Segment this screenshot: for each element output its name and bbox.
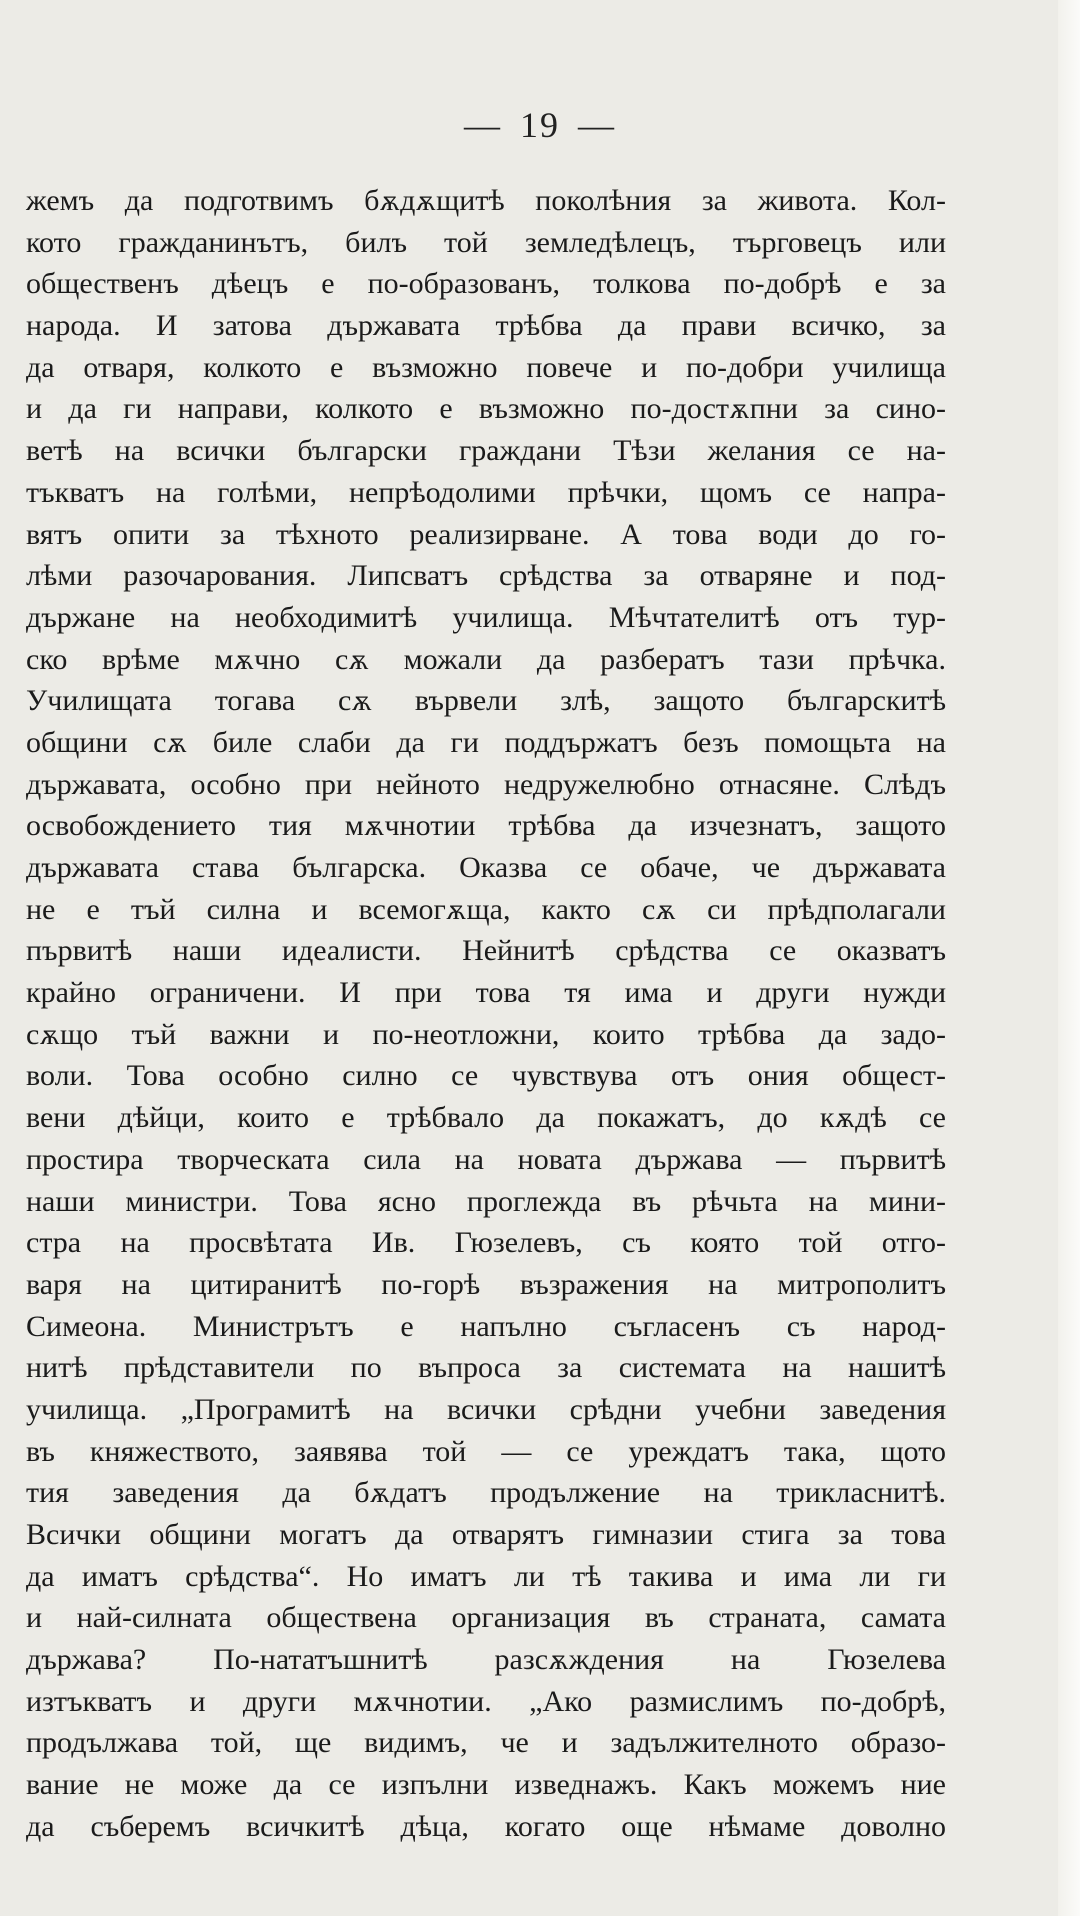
- text-line: въ княжеството, заявява той — се уреждатъ така, щото: [26, 1434, 946, 1468]
- text-line: стра на просвѣтата Ив. Гюзелевъ, съ която той отго-: [26, 1226, 946, 1260]
- text-line: да иматъ срѣдства“. Но иматъ ли тѣ такива и има ли ги: [26, 1559, 946, 1593]
- text-line: държава? По-нататъшнитѣ разсѫждения на Гюзелева: [26, 1643, 946, 1677]
- text-line: освобождението тия мѫчнотии трѣбва да изчезнатъ, защото: [26, 809, 946, 843]
- text-line: сѫщо тъй важни и по-неотложни, които трѣбва да задо-: [26, 1017, 946, 1051]
- text-line: Симеона. Министрътъ е напълно съгласенъ съ народ-: [26, 1309, 946, 1343]
- page-number: 19: [520, 105, 560, 145]
- text-line: нитѣ прѣдставители по въпроса за системата на нашитѣ: [26, 1351, 946, 1385]
- text-line: наши министри. Това ясно проглежда въ рѣчьта на мини-: [26, 1184, 946, 1218]
- text-line: продължава той, ще видимъ, че и задължителното образо-: [26, 1726, 946, 1760]
- text-line: и да ги направи, колкото е възможно по-достѫпни за сино-: [26, 392, 946, 426]
- text-line: първитѣ наши идеалисти. Нейнитѣ срѣдства се оказватъ: [26, 934, 946, 968]
- page-number-dash-left: —: [464, 105, 502, 145]
- text-line: държавата, особно при нейното недружелюбно отнасяне. Слѣдъ: [26, 767, 946, 801]
- text-line: вени дѣйци, които е трѣбвало да покажатъ, до кѫдѣ се: [26, 1101, 946, 1135]
- text-line: Всички общини могатъ да отварятъ гимназии стига за това: [26, 1518, 946, 1551]
- text-line: варя на цитиранитѣ по-горѣ възражения на митрополитъ: [26, 1267, 946, 1301]
- text-line: воли. Това особно силно се чувствува отъ ония общест-: [26, 1059, 946, 1093]
- text-line: ско врѣме мѫчно сѫ можали да разбератъ тази прѣчка.: [26, 642, 946, 676]
- text-line: държавата става българска. Оказва се обаче, че държавата: [26, 851, 946, 884]
- text-line: жемъ да подготвимъ бѫдѫщитѣ поколѣния за живота. Кол-: [26, 184, 946, 217]
- text-line: тъкватъ на голѣми, непрѣодолими прѣчки, щомъ се напра-: [26, 475, 946, 509]
- text-line: простира творческата сила на новата държава — първитѣ: [26, 1142, 946, 1176]
- text-line: народа. И затова държавата трѣбва да прави всичко, за: [26, 309, 946, 343]
- text-line: да отваря, колкото е възможно повече и по-добри училища: [26, 350, 946, 384]
- text-line: крайно ограничени. И при това тя има и други нужди: [26, 976, 946, 1010]
- text-line: училища. „Програмитѣ на всички срѣдни учебни заведения: [26, 1392, 946, 1426]
- text-line: Училищата тогава сѫ вървели злѣ, защото българскитѣ: [26, 684, 946, 718]
- page-number-header: [0, 104, 1080, 146]
- text-line: общини сѫ биле слаби да ги поддържатъ безъ помощьта на: [26, 725, 946, 759]
- page-number-dash-right: —: [578, 105, 616, 145]
- text-line: тия заведения да бѫдатъ продължение на трикласнитѣ.: [26, 1476, 946, 1510]
- text-line: и най-силната обществена организация въ страната, самата: [26, 1601, 946, 1635]
- text-line: общественъ дѣецъ е по-образованъ, толкова по-добрѣ е за: [26, 267, 946, 301]
- body-text: [26, 180, 946, 1848]
- text-line: лѣми разочарования. Липсватъ срѣдства за отваряне и под-: [26, 559, 946, 593]
- text-line: да съберемъ всичкитѣ дѣца, когато още нѣмаме доволно: [26, 1809, 946, 1843]
- text-line: изтъкватъ и други мѫчнотии. „Ако размислимъ по-добрѣ,: [26, 1684, 946, 1718]
- text-line: вятъ опити за тѣхното реализирване. А това води до го-: [26, 517, 946, 551]
- text-line: вание не може да се изпълни изведнажъ. Какъ можемъ ние: [26, 1768, 946, 1802]
- text-line: не е тъй силна и всемогѫща, както сѫ си прѣдполагали: [26, 892, 946, 926]
- page-edge: [1058, 0, 1080, 1916]
- text-line: ветѣ на всички български граждани Тѣзи желания се на-: [26, 434, 946, 468]
- text-line: кото гражданинътъ, билъ той земледѣлецъ, търговецъ или: [26, 225, 946, 259]
- text-line: държане на необходимитѣ училища. Мѣчтателитѣ отъ тур-: [26, 600, 946, 634]
